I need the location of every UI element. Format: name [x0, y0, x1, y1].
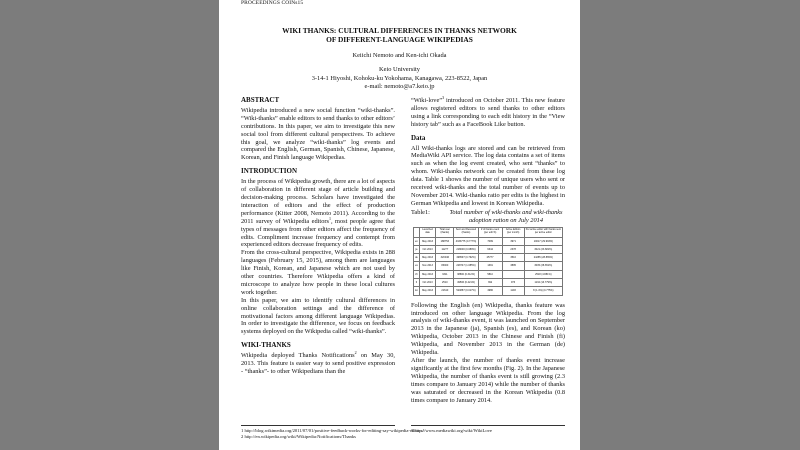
- table-cell: May 2013: [419, 237, 436, 245]
- affiliation-institution: Keio University: [379, 66, 420, 73]
- wiki-thanks-paragraph: [241, 352, 395, 376]
- footnote-ref-3: 3: [442, 94, 445, 100]
- table-cell: zh: [414, 270, 420, 278]
- table-cell: 2518 (4.881%): [524, 270, 562, 278]
- table-row: [414, 237, 563, 245]
- table-caption: [411, 209, 565, 225]
- table-cell: 1193: [502, 287, 524, 295]
- table-header-cell: Per active editor with thanks sent per active editor: [524, 227, 562, 237]
- table-cell: 4333775 (0.777%): [454, 237, 478, 245]
- paper-page: [219, 0, 580, 450]
- table-cell: May 2013: [419, 287, 436, 295]
- right-column: [411, 94, 565, 410]
- table-cell: 1391: [478, 262, 502, 270]
- table-cell: Oct 2013: [419, 279, 436, 287]
- table-cell: 24285 (28.865%): [524, 254, 562, 262]
- table-cell: 25777: [478, 254, 502, 262]
- table-cell: 49506 (0.421%): [454, 279, 478, 287]
- affiliation-address: 3-14-1 Hiyoshi, Kohoku-ku Yokohama, Kanagawa, 223-8522, Japan: [311, 74, 488, 82]
- intro-paragraph-3: In this paper, we aim to identify cultural differences in online collaboration settings and the difference of motivational factors among different language Wikipedias. In order to investigate the difference, we focus on feedback systems deployed on the Wikipedia called “wiki-thanks”.: [241, 296, 395, 336]
- wikilove-paragraph: [411, 94, 565, 129]
- table-header-cell: Active Editors (per month): [502, 227, 524, 237]
- table-row: [414, 254, 563, 262]
- table-cell: 10017 (29.993%): [524, 237, 562, 245]
- table-cell: Oct 2013: [419, 245, 436, 253]
- table-cell: 8 (1.4%) (0.775%): [524, 287, 562, 295]
- table-header-cell: Launched date: [419, 227, 436, 237]
- table-cell: 3005 (28.651%): [524, 262, 562, 270]
- intro-paragraph-2: From the cross-cultural perspective, Wikipedia exists in 288 languages (February 15, 2015), among them are languages like Finish, Korean, and Japanese which are not used by other countries. Therefore Wikipedia offers a kind of microscope to analyze how people in these local cultures work together.: [241, 249, 395, 296]
- table-cell: [502, 270, 524, 278]
- table-cell: 1134 (13.779%): [524, 279, 562, 287]
- table-cell: 4986: [478, 287, 502, 295]
- table-row: [414, 279, 563, 287]
- table-cell: 188753: [436, 237, 454, 245]
- title-line-1: WIKI THANKS: CULTURAL DIFFERENCES IN THANKS NETWORK: [282, 26, 517, 35]
- table-label: Table1:: [411, 208, 430, 216]
- footnote-ref-2: 2: [354, 350, 357, 356]
- table-cell: 218000 (0.089%): [454, 245, 478, 253]
- intro-p1-text-a: In the process of Wikipedia growth, there are a lot of aspects of collaboration in different stage of article building and decision-making process. Scholars have investigated the interaction of editors and the effect of production performance (Kitter 2008, Nemoto 2011). According to the 2011 survey of Wikipedia editors: [241, 178, 395, 225]
- table-cell: de: [414, 254, 420, 262]
- footnote-3: 3 http://www.mediawiki.org/wiki/WikiLove: [411, 428, 492, 433]
- table-cell: 520887 (0.017%): [454, 287, 478, 295]
- table-cell: May 2013: [419, 254, 436, 262]
- table-cell: ko: [414, 287, 420, 295]
- introduction-heading: INTRODUCTION: [241, 167, 298, 176]
- table-cell: 6344: [478, 245, 502, 253]
- table-cell: es: [414, 262, 420, 270]
- table-cell: fi: [414, 279, 420, 287]
- table-cell: 2378: [502, 245, 524, 253]
- footnote-2: 2 http://en.wikipedia.org/wiki/Wikipedia:Notifications/Thanks: [241, 433, 356, 439]
- table-cell: 83000: [436, 262, 454, 270]
- table-header-cell: Sent and Received (thanks): [454, 227, 478, 237]
- table-cell: 3311: [436, 270, 454, 278]
- table-cell: 11277: [436, 245, 454, 253]
- table-cell: 3971: [502, 237, 524, 245]
- authors: Keiichi Nemoto and Ken-ichi Okada: [352, 52, 447, 59]
- wikilove-text-a: “Wiki-love”: [411, 97, 443, 104]
- affiliation: [219, 66, 580, 92]
- table-cell: 228747 (1.085%): [454, 262, 478, 270]
- table-cell: Nov 2013: [419, 262, 436, 270]
- affiliation-email: e-mail: nemoto@a7.keio.jp: [364, 83, 435, 91]
- intro-paragraph-1: [241, 178, 395, 249]
- table-header-row: [414, 227, 563, 237]
- paper-title: [219, 26, 580, 44]
- table-cell: ja: [414, 245, 420, 253]
- footnote-1: 1 http://blog.wikimedia.org/2011/07/01/positive-feedback-works-for-editing-say-wikipedia-editors/: [241, 428, 424, 433]
- footnote-ref-1: 1: [328, 215, 331, 221]
- table-row: [414, 270, 563, 278]
- table-cell: 3021 (23.681%): [524, 245, 562, 253]
- data-paragraph: All Wiki-thanks logs are stored and can be retrieved from MediaWiki API service. The log data contains a set of items such as when the log event created, who sent “thanks” to whom. Wiki-thanks network can be created from these log data. Table 1 shows the number of unique users who sent or received wiki-thanks and the total number of events up to November 2014. Wiki-thanks ratio per edits is the highest in German Wikipedia and lowest in Korean Wikipedia.: [411, 144, 565, 207]
- table-cell: 320046: [436, 254, 454, 262]
- intro-p1-text-b: , most people agree that types of messages from other editors affect the frequency of edits. Compliment increase frequency and contempt from experienced editors decrease frequency of edits.: [241, 217, 396, 249]
- table-cell: 7099: [478, 237, 502, 245]
- left-footnotes: [241, 425, 424, 439]
- table-cell: 38800 (0.312%): [454, 270, 478, 278]
- table-cell: 973: [502, 279, 524, 287]
- table-header-cell: Total user (thanks): [436, 227, 454, 237]
- abstract-text: Wikipedia introduced a new social function “wiki-thanks”. “Wiki-thanks” enable editors to send thanks to other editors’ contributions. In this paper, we aim to investigate this new social tool from different cultural perspectives. To achieve this goal, we analyze “wiki-thanks” log events and compared the English, German, Spanish, Chinese, Japanese, Korean, and Finish language Wikipedias.: [241, 106, 395, 162]
- growth-paragraph: After the launch, the number of thanks event increase significantly at the first few months (Fig. 2). In the Japanese Wikipedia, the number of thanks event is still growing (2.3 times compare to January 2014) while the number of thanks was saturated or decreased in the Korean Wikipedia (0.8 times compare to January 2014.: [411, 357, 565, 404]
- table-cell: 3895: [502, 262, 524, 270]
- data-heading: Data: [411, 133, 426, 142]
- abstract-heading: ABSTRACT: [241, 96, 280, 104]
- wikilove-text-b: introduced on October 2011. This new feature allows registered editors to send thanks to other editors using a link corresponding to each edit history in the “View history tab” such as a FaceBook Like button.: [411, 97, 565, 128]
- left-column: [241, 97, 395, 382]
- table-cell: 392: [478, 279, 502, 287]
- right-footnotes: [411, 425, 565, 434]
- table-cell: 498597 (0.762%): [454, 254, 478, 262]
- wiki-thanks-text-b: on May 30, 2013. This feature is easier way to send positive expression - “thanks”- to other Wikipedians than the: [241, 352, 395, 375]
- table-row: [414, 262, 563, 270]
- title-line-2: OF DIFFERENT-LANGUAGE WIKIPEDIAS: [326, 35, 473, 44]
- launch-paragraph: Following the English (en) Wikipedia, thanks feature was introduced on other language Wikipedia. From the log analysis of wiki-thanks event, it was launched on September 2013 in the Japanese (ja), Spanish (es), and Korean (ko) Wikipedia, October 2013 in the Chinese and Finish (fi) Wikipedia, and November 2013 in the German (de) Wikipedia.: [411, 301, 565, 357]
- table-cell: 5810: [478, 270, 502, 278]
- table-row: [414, 287, 563, 295]
- table-cell: 2510: [436, 279, 454, 287]
- table-header-cell: # of thanks event (per edit %): [478, 227, 502, 237]
- table-cell: 21610: [436, 287, 454, 295]
- wiki-thanks-text-a: Wikipedia deployed Thanks Notifications: [241, 352, 355, 360]
- table-cell: 3516: [502, 254, 524, 262]
- wiki-thanks-heading: WIKI-THANKS: [241, 341, 291, 350]
- thanks-table: [413, 227, 563, 296]
- running-header: PROCEEDINGS COINs15: [241, 0, 304, 6]
- table-caption-text: Total number of wiki-thanks and wiki-thanks adoption ration on July 2014: [449, 208, 563, 224]
- table-cell: en: [414, 237, 420, 245]
- table-row: [414, 245, 563, 253]
- table-cell: May 2013: [419, 270, 436, 278]
